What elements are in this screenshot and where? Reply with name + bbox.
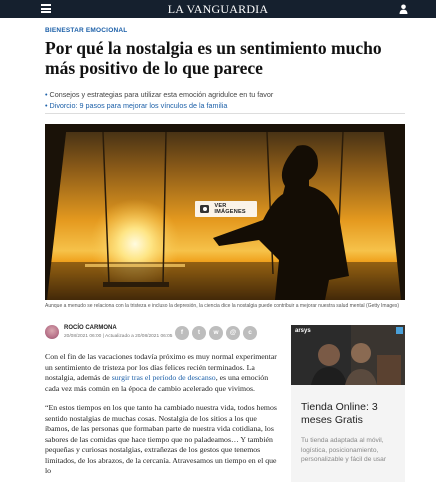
section-label[interactable]: BIENESTAR EMOCIONAL bbox=[45, 27, 128, 34]
article-body bbox=[45, 352, 277, 482]
comment-icon[interactable]: c bbox=[243, 326, 257, 340]
ad-title[interactable]: Tienda Online: 3 meses Gratis bbox=[301, 401, 378, 426]
view-images-button[interactable] bbox=[195, 201, 257, 217]
image-caption: Aunque a menudo se relaciona con la tristeza e incluso la depresión, la ciencia dice la nostalgia puede contribuir a mejorar nuestra salud mental (Getty Images) bbox=[45, 303, 400, 309]
related-link-prefix: Divorcio: bbox=[49, 101, 80, 110]
top-navigation-bar bbox=[0, 0, 436, 18]
publish-dates: 20/08/2021 06:00 | Actualizado a 20/08/2021 06:05 bbox=[64, 334, 173, 339]
author-name[interactable]: ROCÍO CARMONA bbox=[64, 325, 117, 331]
inline-link[interactable]: surgir tras el período de descanso bbox=[111, 373, 216, 382]
user-icon[interactable] bbox=[399, 4, 408, 14]
related-links bbox=[45, 89, 405, 111]
hero-image[interactable] bbox=[45, 124, 405, 300]
ad-image bbox=[291, 325, 405, 385]
ad-choices-icon[interactable] bbox=[396, 327, 403, 334]
facebook-icon[interactable]: f bbox=[175, 326, 189, 340]
bullet-dot: • bbox=[45, 101, 48, 110]
email-icon[interactable]: @ bbox=[226, 326, 240, 340]
advertisement[interactable] bbox=[291, 325, 405, 482]
ad-description: Tu tienda adaptada al móvil, logística, posicionamiento, personalizable y fácil de usar bbox=[301, 437, 387, 463]
paragraph bbox=[45, 352, 277, 394]
bullet-dot: • bbox=[45, 90, 48, 99]
article-title: Por qué la nostalgia es un sentimiento mucho más positivo de lo que parece bbox=[45, 38, 382, 78]
paragraph-text: Con el fin de las vacaciones todavía próximo es muy normal experimentar un sentimiento de tristeza por los días felices recién terminados. La nostalgia, además de bbox=[45, 352, 277, 382]
divider bbox=[45, 113, 405, 114]
author-avatar[interactable] bbox=[45, 325, 59, 339]
camera-icon bbox=[200, 205, 209, 213]
twitter-icon[interactable]: t bbox=[192, 326, 206, 340]
ad-logo: arsys bbox=[295, 328, 311, 334]
related-link-item[interactable] bbox=[45, 100, 405, 111]
related-link-item[interactable] bbox=[45, 89, 405, 100]
site-logo[interactable]: LA VANGUARDIA bbox=[167, 2, 269, 16]
related-link-text[interactable]: Consejos y estrategias para utilizar esta emoción agridulce en tu favor bbox=[49, 90, 274, 99]
whatsapp-icon[interactable]: w bbox=[209, 326, 223, 340]
share-buttons bbox=[175, 326, 260, 340]
paragraph-text: , es una emoción cada vez más común en la época de cambio acelerado que vivimos. bbox=[45, 373, 269, 393]
view-images-label: VER IMÁGENES bbox=[214, 203, 246, 215]
related-link-text[interactable]: 9 pasos para mejorar los vínculos de la familia bbox=[79, 101, 228, 110]
ad-photo bbox=[291, 325, 405, 385]
paragraph: “En estos tiempos en los que tanto ha cambiado nuestra vida, todos hemos sentido nostalgias de muchas cosas. Nostalgia de los sitios a los que íbamos, de las personas que formaban parte de nuestra vida cotidiana, los sabores de las comidas que hace tiempo que no paladeamos… Y también pequeñas y curiosas nostalgias, extrañezas de los gestos que tenemos limitados, de los abrazos, de la cercanía. Atravesamos un tiempo en el que lo bbox=[45, 403, 277, 475]
